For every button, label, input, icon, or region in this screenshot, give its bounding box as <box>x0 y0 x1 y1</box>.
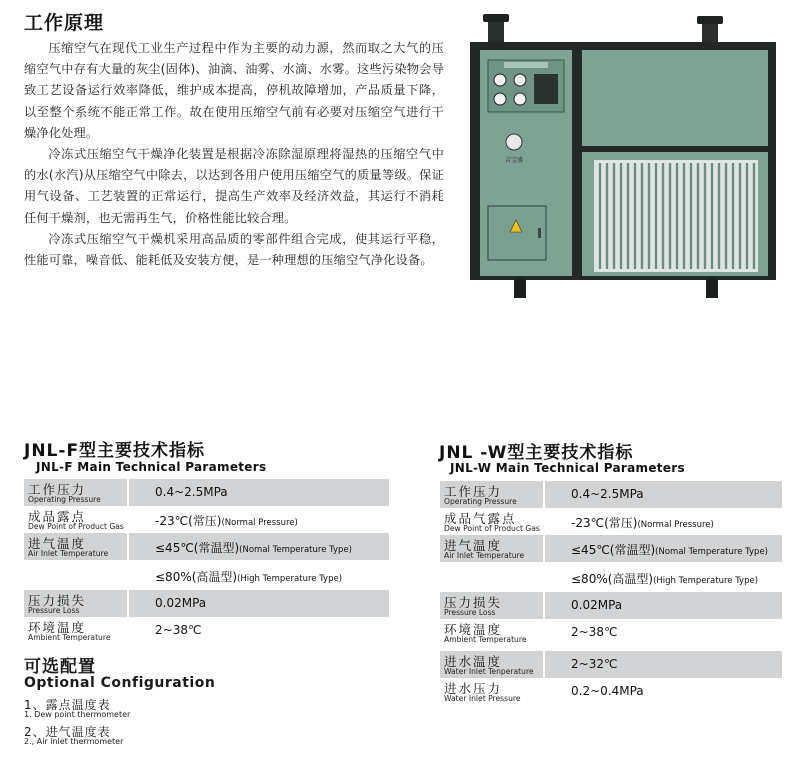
table-f-title: JNL-F型主要技术指标 <box>24 441 206 461</box>
air-dryer-machine-image <box>458 0 788 300</box>
optional-item-en: 2., Air inlet thermometer <box>24 737 124 746</box>
table-row: 环境温度 Ambient Temperature 2~38℃ <box>444 622 618 644</box>
table-f-subtitle: JNL-F Main Technical Parameters <box>36 460 267 474</box>
table-w <box>440 481 782 705</box>
optional-subtitle: Optional Configuration <box>24 675 216 691</box>
table-row: 压力损失 Pressure Loss 0.02MPa <box>24 590 389 617</box>
table-row: 成品气露点 Dew Point of Product Gas -23℃(常压)(Normal Pressure) <box>444 511 714 533</box>
optional-item: 1、露点温度表 <box>24 698 111 712</box>
table-w-title: JNL -W型主要技术指标 <box>439 443 634 463</box>
table-row: 进水温度 Water Inlet Tenperature 2~32℃ <box>440 651 782 678</box>
table-row: 进水压力 Water Inlet Pressure 0.2~0.4MPa <box>444 681 644 703</box>
table-row: 进气温度 Air Inlet Temperature ≤45℃(常温型)(Nomal Temperature Type) <box>440 535 782 562</box>
optional-item: 2、进气温度表 <box>24 725 111 739</box>
table-row: 压力损失 Pressure Loss 0.02MPa <box>440 592 782 619</box>
intro-paragraph: 冷冻式压缩空气干燥净化装置是根据冷冻除湿原理将湿热的压缩空气中的水(水汽)从压缩空气中除去，以达到各用户使用压缩空气的质量等级。保证用气设备、工艺装置的正常运行，提高生产效率及经济效益，其运行不消耗任何干燥剂，也无需再生气，价格性能比较合理。 <box>24 147 444 225</box>
optional-title: 可选配置 <box>24 657 96 677</box>
table-f <box>24 479 389 644</box>
table-row: 进气温度 Air Inlet Temperature ≤45℃(常温型)(Nomal Temperature Type) <box>24 533 389 560</box>
optional-item-en: 1. Dew point thermometer <box>24 710 131 719</box>
intro-paragraph: 冷冻式压缩空气干燥机采用高品质的零部件组合完成，使其运行平稳，性能可靠，噪音低、能耗低及安装方便，是一种理想的压缩空气净化设备。 <box>24 231 444 268</box>
table-row: ≤80%(高温型)(High Temperature Type) <box>571 572 759 586</box>
table-row: 环境温度 Ambient Temperature 2~38℃ <box>28 620 202 642</box>
brand-text: 吉宝盛 <box>504 157 524 164</box>
table-row: ≤80%(高温型)(High Temperature Type) <box>155 570 343 584</box>
table-row: 工作压力 Operating Pressure 0.4~2.5MPa <box>440 481 782 508</box>
intro-paragraph: 压缩空气在现代工业生产过程中作为主要的动力源，然而取之大气的压缩空气中存有大量的灰尘(固体)、油滴、油雾、水滴、水雾。这些污染物会导致工艺设备运行效率降低，维护成本提高，停机故障增加，产品质量下降，以至整个系统不能正常工作。故在使用压缩空气前有必要对压缩空气进行干燥净化处理。 <box>24 41 444 140</box>
table-w-subtitle: JNL-W Main Technical Parameters <box>450 461 685 475</box>
table-row: 工作压力 Operating Pressure 0.4~2.5MPa <box>24 479 389 506</box>
table-row: 成品露点 Dew Point of Product Gas -23℃(常压)(Normal Pressure) <box>28 509 298 531</box>
intro-body <box>24 38 444 271</box>
intro-title: 工作原理 <box>24 12 105 34</box>
